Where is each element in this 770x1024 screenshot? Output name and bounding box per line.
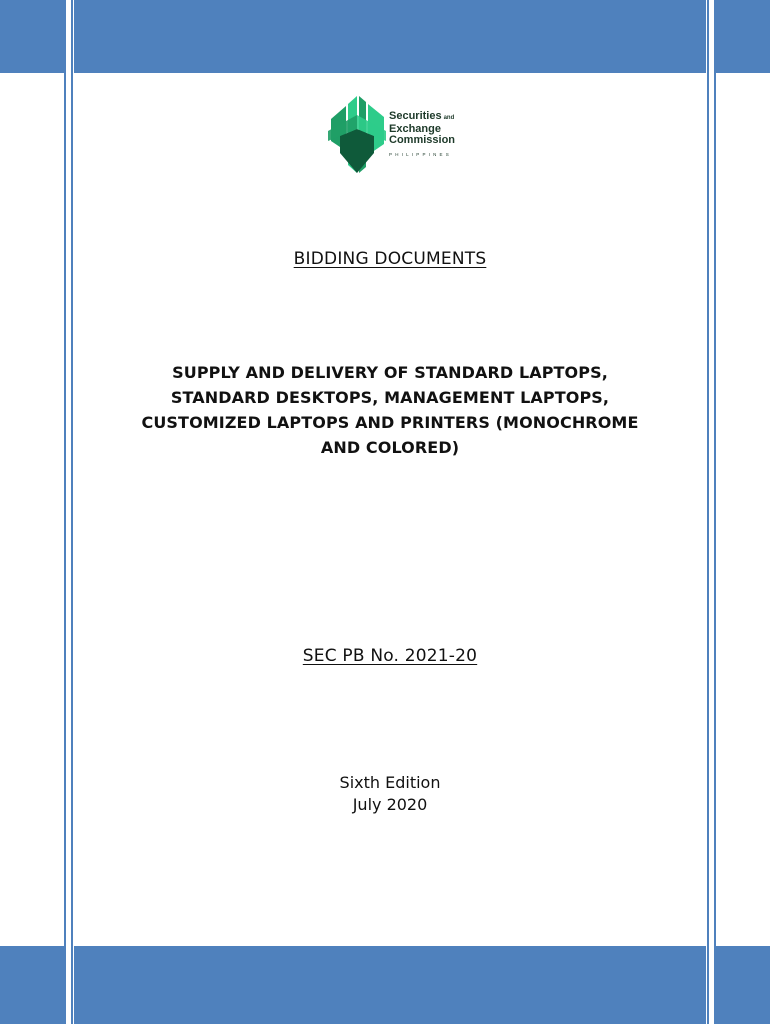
project-title-line: STANDARD DESKTOPS, MANAGEMENT LAPTOPS, (170, 388, 610, 407)
logo-text-securities: Securities (389, 110, 442, 122)
logo-text-and: and (443, 115, 455, 121)
logo-text-philippines: PHILIPPINES (389, 152, 452, 157)
project-title-line: SUPPLY AND DELIVERY OF STANDARD LAPTOPS, (172, 363, 608, 382)
left-frame-line-inner (71, 0, 73, 1024)
top-border-left (0, 0, 64, 73)
project-title-line: CUSTOMIZED LAPTOPS AND PRINTERS (MONOCHROME (141, 413, 639, 432)
edition-date: July 2020 (352, 795, 428, 814)
bid-reference-number: SEC PB No. 2021-20 (302, 646, 478, 666)
logo-text-exchange: Exchange (389, 123, 441, 135)
left-frame-line (64, 0, 66, 1024)
top-border-band (74, 0, 706, 73)
project-title-line: AND COLORED) (320, 438, 460, 457)
top-border-right (716, 0, 770, 73)
bottom-border-band (74, 946, 706, 1024)
bottom-border-right (716, 946, 770, 1024)
sec-logo-wordmark (389, 111, 455, 160)
right-frame-line-inner (707, 0, 709, 1024)
sec-building-logo-icon (328, 89, 388, 175)
document-type-heading: BIDDING DOCUMENTS (293, 249, 487, 269)
bottom-border-left (0, 946, 64, 1024)
sec-logo (328, 89, 478, 175)
right-frame-line (714, 0, 716, 1024)
edition-block (74, 772, 706, 816)
project-title (74, 360, 706, 460)
edition-label: Sixth Edition (339, 773, 441, 792)
logo-text-commission: Commission (389, 134, 456, 146)
